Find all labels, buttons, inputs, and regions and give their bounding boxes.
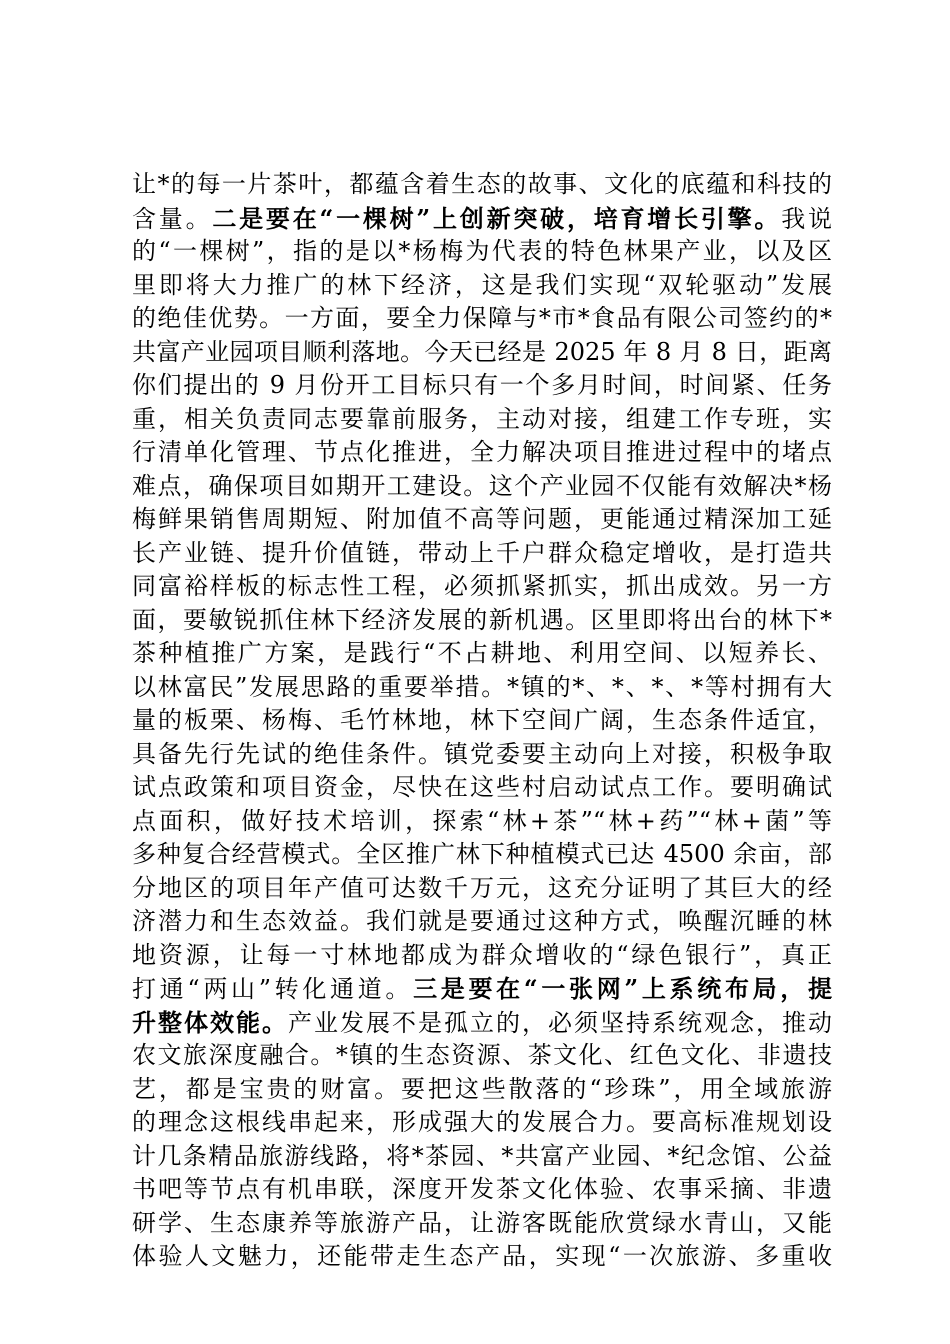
body-text-segment: 同富裕样板的标志性工程，必须抓紧抓实，抓出成效。另一方: [132, 572, 832, 600]
body-text-segment: 艺，都是宝贵的财富。要把这些散落的“珍珠”，用全域旅游: [132, 1074, 832, 1103]
bold-heading-text: 三是要在“一张网”上系统布局，提: [413, 974, 832, 1003]
text-line: [132, 1073, 832, 1107]
text-line: [132, 1106, 832, 1140]
text-line: [132, 369, 832, 403]
text-line: [132, 302, 832, 336]
body-text-segment: 长产业链、提升价值链，带动上千户群众稳定增收，是打造共: [132, 538, 832, 567]
text-line: [132, 838, 832, 872]
text-line: [132, 1173, 832, 1207]
body-text-segment: 具备先行先试的绝佳条件。镇党委要主动向上对接，积极争取: [132, 739, 832, 768]
body-text-segment: 试点政策和项目资金，尽快在这些村启动试点工作。要明确试: [132, 773, 832, 801]
text-line: [132, 202, 832, 236]
body-text-segment: 打通“两山”转化通道。: [132, 975, 414, 1003]
body-text-segment: 量的板栗、杨梅、毛竹林地，林下空间广阔，生态条件适宜，: [132, 706, 832, 734]
text-line: [132, 771, 832, 805]
body-text-segment: 茶种植推广方案，是践行“不占耕地、利用空间、以短养长、: [132, 639, 832, 667]
body-text-segment: 里即将大力推广的林下经济，这是我们实现“双轮驱动”发展: [132, 270, 832, 299]
body-text-segment: 济潜力和生态效益。我们就是要通过这种方式，唤醒沉睡的林: [132, 907, 832, 935]
body-text-segment: 书吧等节点有机串联，深度开发茶文化体验、农事采摘、非遗: [132, 1175, 832, 1203]
body-text-segment: 的绝佳优势。一方面，要全力保障与*市*食品有限公司签约的*: [132, 304, 832, 332]
body-text-segment: 含量。: [132, 204, 213, 233]
text-line: [132, 872, 832, 906]
text-line: [132, 1140, 832, 1174]
text-line: [132, 671, 832, 705]
body-text-segment: 分地区的项目年产值可达数千万元，这充分证明了其巨大的经: [132, 873, 832, 902]
body-text-segment: 我说: [781, 204, 833, 233]
body-text-segment: 产业发展不是孤立的，必须坚持系统观念，推动: [288, 1008, 832, 1037]
text-line: [132, 168, 832, 202]
body-text-segment: 共富产业园项目顺利落地。今天已经是 2025 年 8 月 8 日，距离: [132, 337, 832, 366]
body-text-segment: 面，要敏锐抓住林下经济发展的新机遇。区里即将出台的林下*: [132, 605, 832, 634]
text-line: [132, 537, 832, 571]
text-line: [132, 470, 832, 504]
text-line: [132, 604, 832, 638]
text-line: [132, 235, 832, 269]
body-text-segment: 让*的每一片茶叶，都蕴含着生态的故事、文化的底蕴和科技的: [132, 170, 832, 198]
text-line: [132, 738, 832, 772]
body-text-segment: 农文旅深度融合。*镇的生态资源、茶文化、红色文化、非遗技: [132, 1041, 832, 1069]
text-line: [132, 905, 832, 939]
body-text: [132, 168, 832, 1274]
text-line: [132, 939, 832, 973]
text-line: [132, 1240, 832, 1274]
text-line: [132, 637, 832, 671]
body-text-segment: 的“一棵树”，指的是以*杨梅为代表的特色林果产业，以及区: [132, 237, 832, 265]
bold-heading-text: 二是要在“一棵树”上创新突破，培育增长引擎。: [212, 203, 782, 233]
body-text-segment: 重，相关负责同志要靠前服务，主动对接，组建工作专班，实: [132, 404, 832, 433]
text-line: [132, 403, 832, 437]
text-line: [132, 336, 832, 370]
body-text-segment: 计几条精品旅游线路，将*茶园、*共富产业园、*纪念馆、公益: [132, 1141, 832, 1170]
text-line: [132, 1207, 832, 1241]
text-line: [132, 269, 832, 303]
body-text-segment: 体验人文魅力，还能带走生态产品，实现“一次旅游、多重收: [132, 1242, 832, 1270]
body-text-segment: 多种复合经营模式。全区推广林下种植模式已达 4500 余亩，部: [132, 840, 832, 868]
body-text-segment: 梅鲜果销售周期短、附加值不高等问题，更能通过精深加工延: [132, 505, 832, 533]
text-line: [132, 1039, 832, 1073]
body-text-segment: 难点，确保项目如期开工建设。这个产业园不仅能有效解决*杨: [132, 471, 832, 500]
text-line: [132, 805, 832, 839]
body-text-segment: 行清单化管理、节点化推进，全力解决项目推进过程中的堵点: [132, 438, 832, 466]
body-text-segment: 以林富民”发展思路的重要举措。*镇的*、*、*、*等村拥有大: [132, 672, 832, 701]
body-text-segment: 研学、生态康养等旅游产品，让游客既能欣赏绿水青山，又能: [132, 1208, 832, 1237]
bold-heading-text: 升整体效能。: [132, 1007, 288, 1037]
text-line: [132, 503, 832, 537]
text-line: [132, 704, 832, 738]
body-text-segment: 地资源，让每一寸林地都成为群众增收的“绿色银行”，真正: [132, 940, 832, 969]
text-line: [132, 1006, 832, 1040]
text-line: [132, 570, 832, 604]
body-text-segment: 点面积，做好技术培训，探索“林+茶”“林+药”“林+菌”等: [132, 806, 832, 835]
body-text-segment: 你们提出的 9 月份开工目标只有一个多月时间，时间紧、任务: [132, 371, 832, 399]
body-text-segment: 的理念这根线串起来，形成强大的发展合力。要高标准规划设: [132, 1108, 832, 1136]
text-line: [132, 972, 832, 1006]
text-line: [132, 436, 832, 470]
